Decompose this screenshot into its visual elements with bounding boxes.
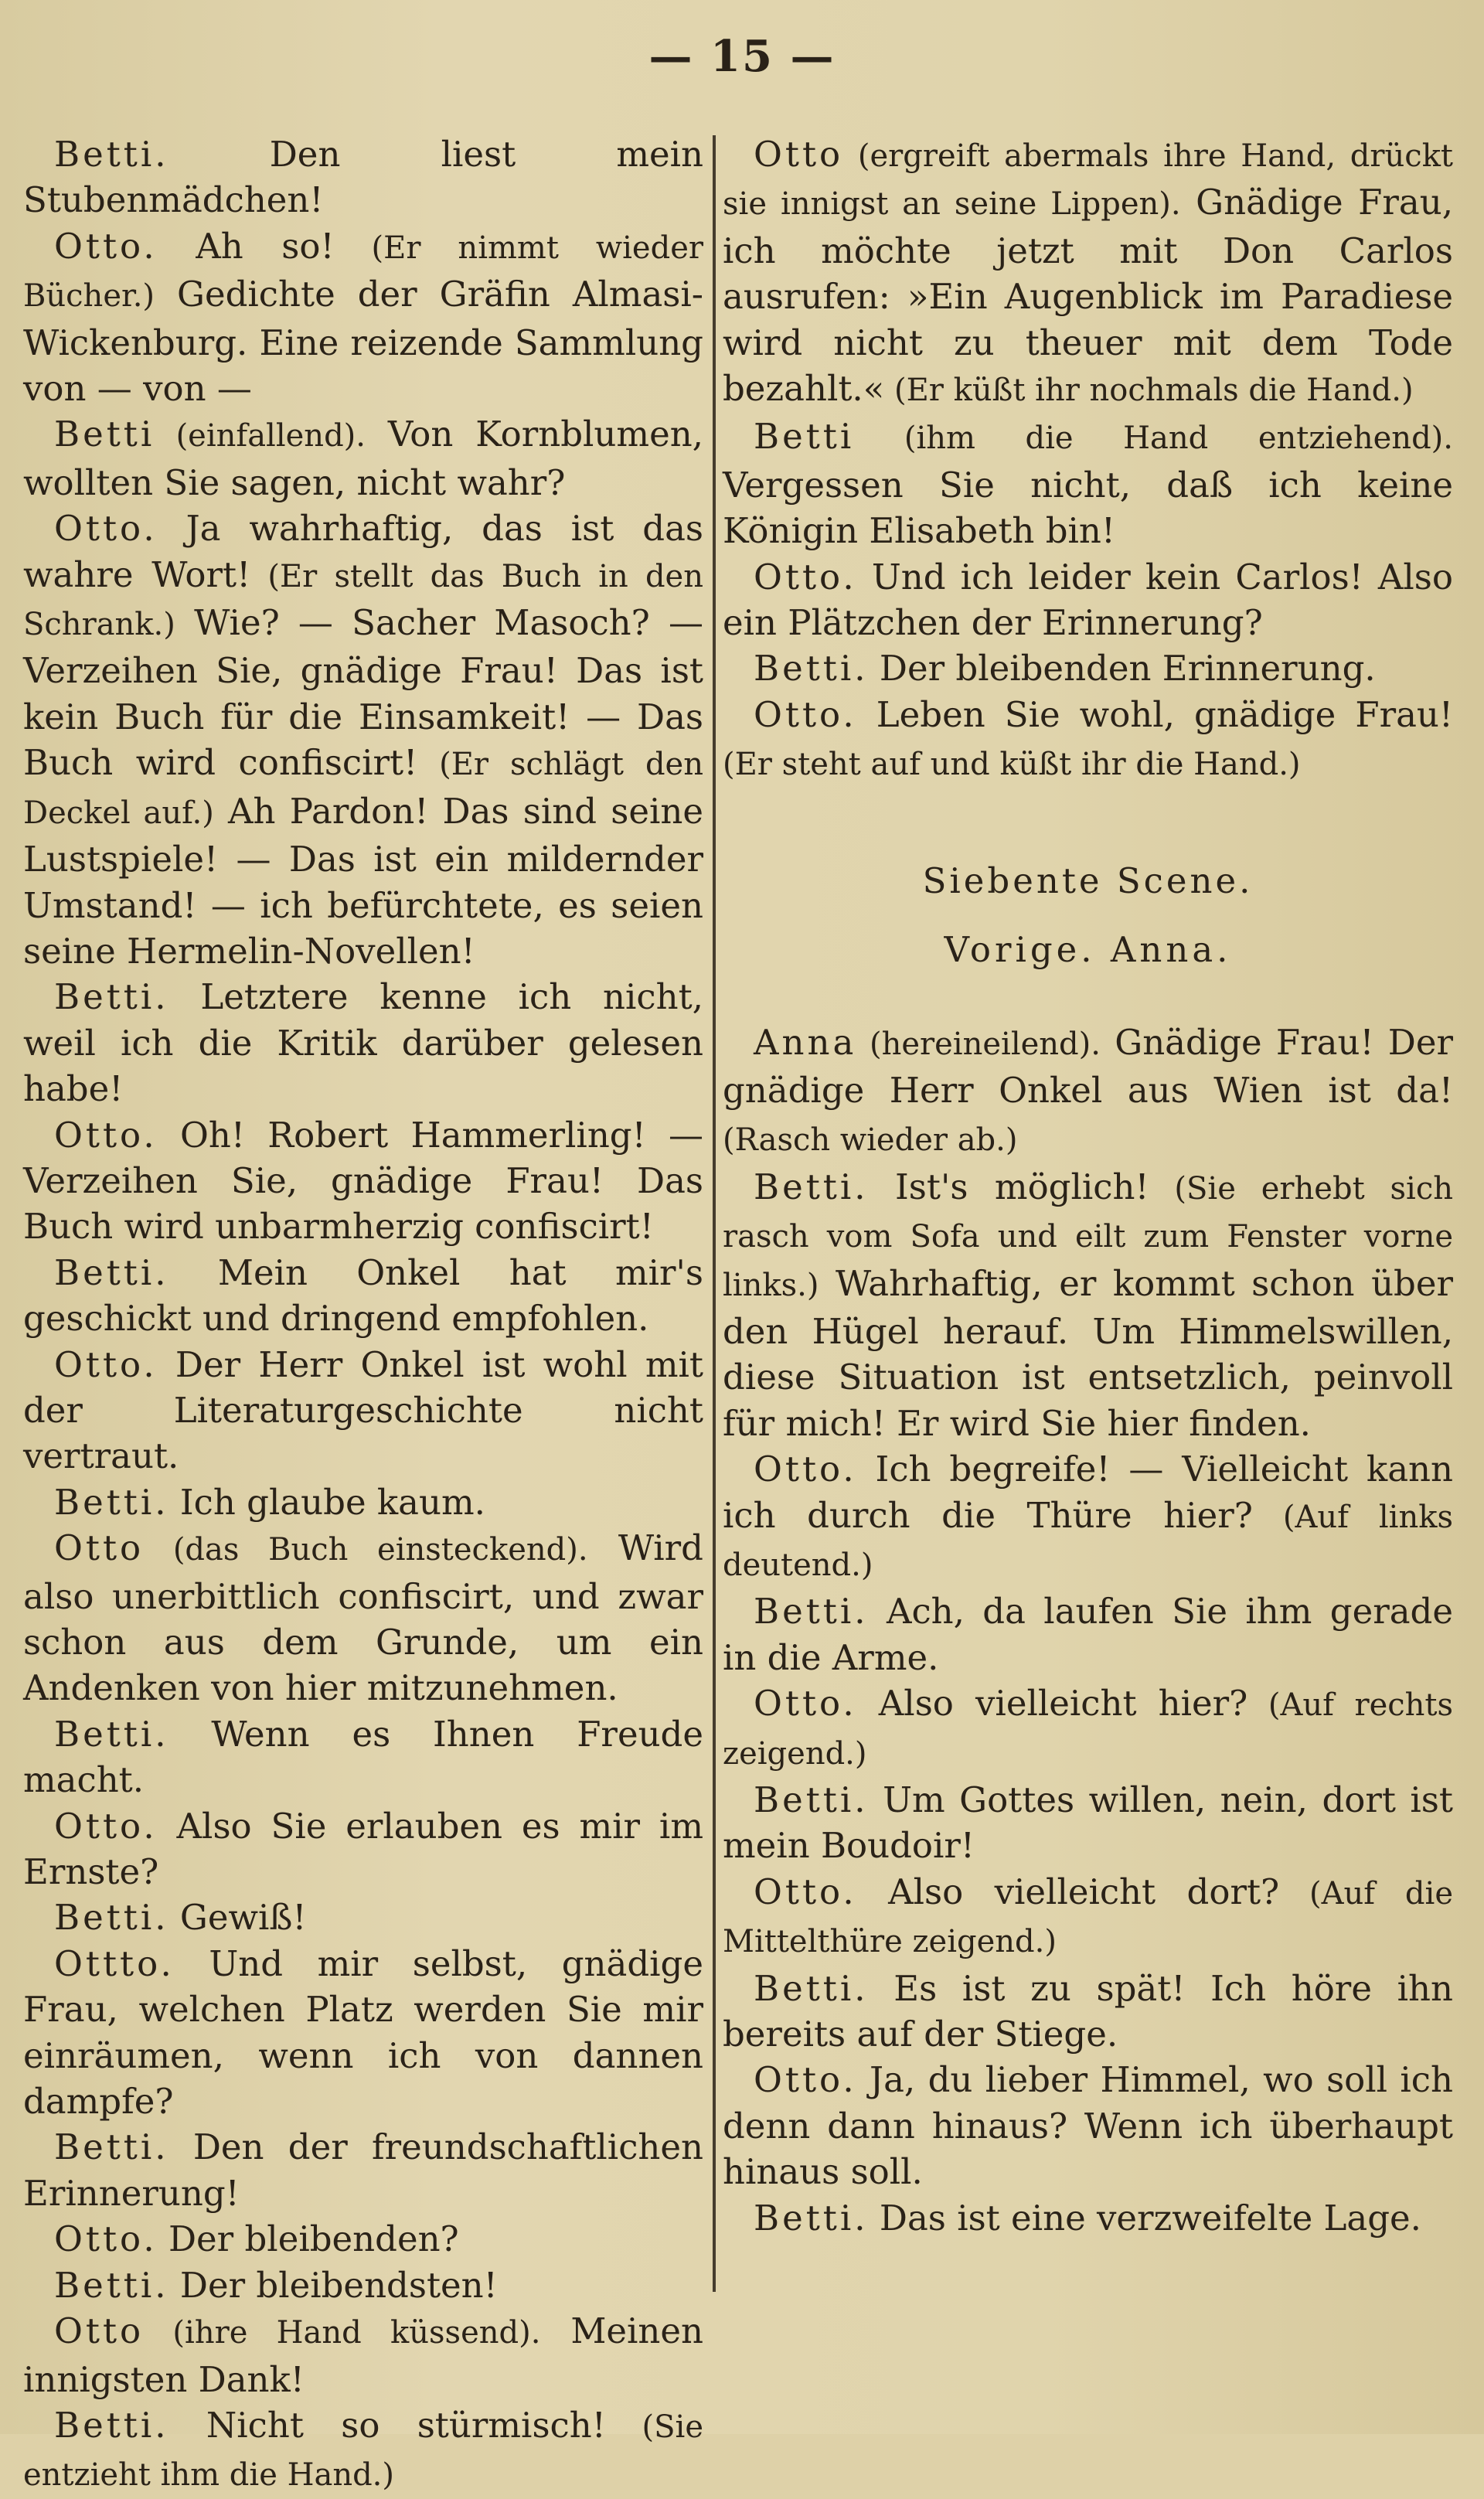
speaker-name: Betti. [54,1713,169,1755]
speaker-name: Betti. [754,1779,869,1820]
dialogue-text: Wird also unerbittlich confiscirt, und zwar schon aus dem Grunde, um ein Andenken von hier mitzunehmen. [23,1527,703,1709]
dialogue-paragraph [723,1680,1453,1777]
dialogue-text: Der bleibendsten! [168,2264,498,2306]
dialogue-paragraph [23,506,703,974]
speaker-name: Betti. [754,1967,869,2009]
dialogue-text: Den liest mein Stubenmädchen! [23,134,703,221]
speaker-name: Otto. [754,693,857,735]
dialogue-paragraph [723,1164,1453,1446]
speaker-name: Otto. [54,1114,158,1156]
stage-direction: (einfallend). [155,418,366,455]
dialogue-paragraph [23,2124,703,2216]
speaker-name: Betti. [54,134,169,175]
dialogue-paragraph [23,1112,703,1250]
dialogue-text: Wenn es Ihnen Freude macht. [23,1713,703,1801]
stage-direction: (Er nimmt wieder Bücher.) [23,230,704,315]
speaker-name: Otto. [754,1683,857,1724]
dialogue-text: Vergessen Sie nicht, daß ich keine Königin Elisabeth bin! [723,464,1453,552]
dialogue-text: Gewiß! [168,1897,307,1939]
dialogue-paragraph [723,645,1453,691]
dialogue-text: Den der freundschaftlichen Erinnerung! [23,2126,703,2214]
dialogue-paragraph [23,1525,703,1711]
dialogue-paragraph [723,1869,1453,1966]
page-number: — 15 — [648,31,836,82]
dialogue-paragraph [723,2195,1453,2241]
speaker-name: Betti. [754,1591,869,1633]
speaker-name: Betti. [754,2197,869,2239]
dialogue-text: Gedichte der Gräfin Almasi-Wickenburg. Eine reizende Sammlung von — von — [23,274,703,410]
dialogue-text: Das ist eine verzweifelte Lage. [868,2197,1421,2239]
dialogue-paragraph [23,131,703,223]
stage-direction: (das Buch einsteckend). [144,1532,588,1568]
stage-direction: (Rasch wieder ab.) [723,1122,1018,1159]
dialogue-paragraph [23,2308,703,2402]
dialogue-text: Ah Pardon! Das sind seine Lustspiele! — Das ist ein mildernder Umstand! — ich befürchtete, es seien seine Hermelin-Novellen! [23,790,703,972]
dialogue-paragraph [723,1020,1453,1164]
stage-direction: (Auf die Mittelthüre zeigend.) [723,1875,1453,1960]
dialogue-text: Ja, du lieber Himmel, wo soll ich denn dann hinaus? Wenn ich überhaupt hinaus soll. [723,2059,1453,2193]
dialogue-paragraph [723,1966,1453,2058]
stage-direction: (Er steht auf und küßt ihr die Hand.) [723,747,1301,783]
speaker-name: Otto [54,2310,145,2352]
dialogue-paragraph [23,1941,703,2125]
speaker-name: Otto [54,1527,145,1569]
dialogue-paragraph [23,1479,703,1525]
speaker-name: Betti. [54,2404,169,2446]
speaker-name: Otto. [754,2059,857,2101]
dialogue-text: Ja wahrhaftig, das ist das wahre Wort! [23,508,703,595]
stage-direction: (ihm die Hand entziehend). [854,420,1453,457]
speaker-name: Otto. [754,556,857,598]
dialogue-paragraph [23,1803,703,1895]
dialogue-paragraph [23,1250,703,1342]
speaker-name: Otto [754,134,844,175]
speaker-name: Betti. [754,1166,869,1207]
speaker-name: Betti. [54,2264,169,2306]
stage-direction: (Auf links deutend.) [723,1499,1453,1583]
speaker-name: Anna [754,1021,857,1063]
speaker-name: Otto. [754,1449,857,1490]
dialogue-paragraph [23,2262,703,2308]
dialogue-text: Und mir selbst, gnädige Frau, welchen Platz werden Sie mir einräumen, wenn ich von dannen dampfe? [23,1942,703,2123]
dialogue-text: Und ich leider kein Carlos! Also ein Plätzchen der Erinnerung? [723,556,1453,644]
left-column [23,131,703,2499]
speaker-name: Otto. [54,2218,158,2260]
speaker-name: Otto. [54,1805,158,1847]
dialogue-text: Also vielleicht dort? [856,1871,1280,1912]
stage-direction: (hereineilend). [856,1026,1101,1062]
speaker-name: Otto. [54,508,158,550]
dialogue-paragraph [723,131,1453,414]
speaker-name: Betti. [54,976,169,1018]
scene-title: Siebente Scene. [922,860,1254,901]
speaker-name: Otto. [54,1343,158,1385]
dialogue-text: Der Herr Onkel ist wohl mit der Literaturgeschichte nicht vertraut. [23,1343,703,1477]
right-column [723,131,1453,2241]
dialogue-text: Wahrhaftig, er kommt schon über den Hügel herauf. Um Himmelswillen, diese Situation ist entsetzlich, peinvoll für mich! Er wird Sie hier finden. [723,1262,1453,1444]
stage-direction: (Er schlägt den Deckel auf.) [23,747,703,831]
dialogue-paragraph [723,2057,1453,2194]
dialogue-text: Mein Onkel hat mir's geschickt und dringend empfohlen. [23,1251,703,1340]
dialogue-text: Ah so! [157,225,335,267]
dialogue-paragraph [723,692,1453,788]
dialogue-paragraph [23,1711,703,1803]
dialogue-text: Letztere kenne ich nicht, weil ich die Kritik darüber gelesen habe! [23,976,703,1110]
dialogue-text: Meinen innigsten Dank! [23,2310,704,2400]
dialogue-text: Der bleibenden Erinnerung. [868,648,1376,689]
dialogue-text: Gnädige Frau! Der gnädige Herr Onkel aus Wien ist da! [723,1021,1454,1111]
dialogue-text: Um Gottes willen, nein, dort ist mein Boudoir! [723,1779,1453,1867]
dialogue-text: Ich glaube kaum. [168,1481,485,1523]
dialogue-text: Ich begreife! — Vielleicht kann ich durch die Thüre hier? [723,1449,1453,1536]
dialogue-text: Oh! Robert Hammerling! — Verzeihen Sie, gnädige Frau! Das Buch wird unbarmherzig confiscirt! [23,1114,703,1248]
dialogue-paragraph [23,2216,703,2262]
dialogue-paragraph [23,223,703,412]
dialogue-paragraph [23,1342,703,1479]
speaker-name: Betti [54,414,155,455]
speaker-name: Betti [754,416,855,458]
dialogue-paragraph [23,411,703,506]
speaker-name: Betti. [754,648,869,689]
dialogue-text: Von Kornblumen, wollten Sie sagen, nicht wahr? [23,414,703,503]
speaker-name: Otto. [54,225,158,267]
speaker-name: Betti. [54,1251,169,1293]
stage-direction: (ihre Hand küssend). [144,2315,541,2351]
dialogue-text: Es ist zu spät! Ich höre ihn bereits auf der Stiege. [723,1967,1453,2055]
dialogue-paragraph [23,974,703,1112]
dialogue-paragraph [23,1895,703,1940]
dialogue-text: Also vielleicht hier? [856,1683,1248,1724]
stage-direction: (Sie erhebt sich rasch vom Sofa und eilt zum Fenster vorne links.) [723,1170,1453,1303]
dialogue-paragraph [723,414,1453,553]
stage-direction: (Er küßt ihr nochmals die Hand.) [884,373,1414,409]
dialogue-text: Ist's möglich! [868,1166,1149,1207]
speaker-name: Betti. [54,2126,169,2168]
dialogue-paragraph [723,554,1453,646]
dialogue-text: Wie? — Sacher Masoch? — Verzeihen Sie, gnädige Frau! Das ist kein Buch für die Einsamkeit! — Das Buch wird confiscirt! [23,602,703,784]
dialogue-paragraph [723,1777,1453,1869]
right-column-dialogue-top [723,131,1453,788]
column-divider [713,135,716,2292]
speaker-name: Betti. [54,1481,169,1523]
scene-persons: Vorige. Anna. [944,929,1232,971]
dialogue-text: Ach, da laufen Sie ihm gerade in die Arme. [723,1591,1453,1678]
speaker-name: Ottto. [54,1942,175,1984]
speaker-name: Otto. [754,1871,857,1912]
dialogue-text: Also Sie erlauben es mir im Ernste? [23,1805,703,1893]
stage-direction: (Sie entzieht ihm die Hand.) [23,2409,703,2494]
dialogue-paragraph [23,2402,703,2499]
stage-direction: (Auf rechts zeigend.) [723,1687,1454,1772]
dialogue-text: Nicht so stürmisch! [168,2404,606,2446]
dialogue-paragraph [723,1588,1453,1680]
stage-direction: (Er stellt das Buch in den Schrank.) [23,558,703,643]
right-column-dialogue-bottom [723,1020,1453,2242]
stage-direction: (ergreift abermals ihre Hand, drückt sie innigst an seine Lippen). [723,138,1453,223]
speaker-name: Betti. [54,1897,169,1939]
dialogue-text: Leben Sie wohl, gnädige Frau! [856,693,1453,735]
dialogue-text: Gnädige Frau, ich möchte jetzt mit Don Carlos ausrufen: »Ein Augenblick im Paradiese wird nicht zu theuer mit dem Tode bezahlt.« [723,182,1453,410]
dialogue-text: Der bleibenden? [157,2218,459,2260]
dialogue-paragraph [723,1446,1453,1588]
